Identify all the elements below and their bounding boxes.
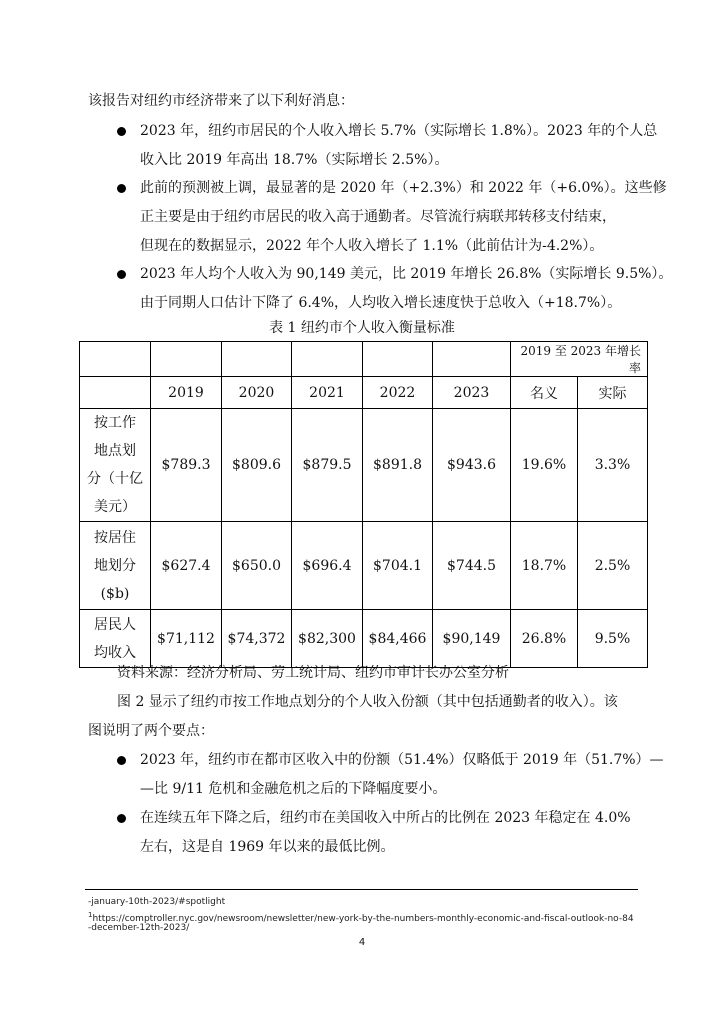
table-cell-empty xyxy=(292,342,363,377)
table-cell: $744.5 xyxy=(433,522,511,610)
table-header-row xyxy=(80,342,648,377)
bullet-item xyxy=(140,804,631,862)
table-cell-empty xyxy=(433,342,511,377)
income-table xyxy=(79,341,648,668)
row-label-line: 均收入 xyxy=(94,644,136,661)
table-cell: $943.6 xyxy=(433,409,511,522)
row-label-line: 地点划 xyxy=(94,443,136,459)
row-label-line: 美元） xyxy=(94,499,136,515)
table-cell: 26.8% xyxy=(511,610,578,668)
table-cell-empty xyxy=(151,342,222,377)
bullet-marker xyxy=(117,184,126,193)
table-cell: $704.1 xyxy=(363,522,433,610)
bullet-line: 在连续五年下降之后，纽约市在美国收入中所占的比例在 2023 年稳定在 4.0% xyxy=(140,810,631,826)
table-cell: $74,372 xyxy=(222,610,292,668)
table-cell: $90,149 xyxy=(433,610,511,668)
row-label xyxy=(80,610,151,668)
table-cell-empty xyxy=(363,342,433,377)
table-row xyxy=(80,522,648,610)
bullet-line: 正主要是由于纽约市居民的收入高于通勤者。尽管流行病联邦转移支付结束， xyxy=(140,209,616,225)
growth-col-header: 实际 xyxy=(578,377,648,409)
bullet-line: 此前的预测被上调，最显著的是 2020 年（+2.3%）和 2022 年（+6.0%）。这些修 xyxy=(140,180,667,196)
table-row xyxy=(80,610,648,668)
page-number: 4 xyxy=(358,937,366,948)
figure-paragraph-line: 图说明了两个要点： xyxy=(88,723,214,739)
table-cell: 3.3% xyxy=(578,409,648,522)
bullet-item xyxy=(140,174,667,261)
bullet-marker xyxy=(117,127,126,136)
year-header: 2020 xyxy=(222,377,292,409)
year-header: 2021 xyxy=(292,377,363,409)
bullet-marker xyxy=(117,270,126,279)
table-cell: $627.4 xyxy=(151,522,222,610)
year-header: 2019 xyxy=(151,377,222,409)
table-cell: $809.6 xyxy=(222,409,292,522)
table-cell: $650.0 xyxy=(222,522,292,610)
intro-paragraph: 该报告对纽约市经济带来了以下利好消息： xyxy=(88,93,354,109)
bullet-marker xyxy=(117,814,126,823)
footnote-marker: 1 xyxy=(88,911,93,919)
bullet-item xyxy=(140,117,657,175)
table-cell: 2.5% xyxy=(578,522,648,610)
table-cell: 9.5% xyxy=(578,610,648,668)
bullet-line: 2023 年，纽约市在都市区收入中的份额（51.4%）仅略低于 2019 年（51.7%）— xyxy=(140,752,664,768)
bullet-item xyxy=(140,260,672,318)
footnote-url-text: https://comptroller.nyc.gov/newsroom/newsletter/new-york-by-the-numbers-monthly-economic-and-fiscal-outlook-no-84 xyxy=(92,914,634,924)
footnote-divider xyxy=(85,889,638,890)
bullet-line: —比 9/11 危机和金融危机之后的下降幅度要小。 xyxy=(140,781,447,797)
row-label-line: ($b) xyxy=(100,585,130,602)
table-cell: $84,466 xyxy=(363,610,433,668)
table-cell: $82,300 xyxy=(292,610,363,668)
row-label-line: 分（十亿 xyxy=(87,471,143,487)
bullet-line: 2023 年人均个人收入为 90,149 美元，比 2019 年增长 26.8%（实际增长 9.5%）。 xyxy=(140,266,673,282)
row-label-line: 居民人 xyxy=(94,616,136,633)
table-cell-empty xyxy=(80,342,151,377)
table-cell: $789.3 xyxy=(151,409,222,522)
table-cell: 18.7% xyxy=(511,522,578,610)
table-cell: $71,112 xyxy=(151,610,222,668)
bullet-marker xyxy=(117,756,126,765)
table-caption: 表 1 纽约市个人收入衡量标准 xyxy=(269,320,455,336)
year-header: 2022 xyxy=(363,377,433,409)
table-cell: $879.5 xyxy=(292,409,363,522)
row-label xyxy=(80,409,151,522)
table-row xyxy=(80,409,648,522)
table-cell: $696.4 xyxy=(292,522,363,610)
row-label-line: 按居住 xyxy=(94,529,136,546)
row-label-line: 按工作 xyxy=(94,415,136,431)
bullet-item xyxy=(140,746,664,804)
bullet-line: 左右，这是自 1969 年以来的最低比例。 xyxy=(140,839,395,855)
table-header-row xyxy=(80,377,648,409)
row-label xyxy=(80,522,151,610)
table-cell-empty xyxy=(80,377,151,409)
year-header: 2023 xyxy=(433,377,511,409)
footnote-url[interactable]: -december-12th-2023/ xyxy=(88,923,190,933)
footnote-url[interactable]: -january-10th-2023/#spotlight xyxy=(88,897,226,907)
growth-rate-header: 2019 至 2023 年增长率 xyxy=(511,342,648,377)
table-cell: $891.8 xyxy=(363,409,433,522)
table-source: 资料来源：经济分析局、劳工统计局、纽约市审计长办公室分析 xyxy=(117,665,509,681)
bullet-line: 收入比 2019 年高出 18.7%（实际增长 2.5%）。 xyxy=(140,152,449,168)
row-label-line: 地划分 xyxy=(94,557,136,574)
table-cell-empty xyxy=(222,342,292,377)
figure-paragraph-line: 图 2 显示了纽约市按工作地点划分的个人收入份额（其中包括通勤者的收入）。该 xyxy=(117,694,618,710)
bullet-line: 2023 年，纽约市居民的个人收入增长 5.7%（实际增长 1.8%）。2023 年的个人总 xyxy=(140,123,658,139)
growth-col-header: 名义 xyxy=(511,377,578,409)
table-cell: 19.6% xyxy=(511,409,578,522)
bullet-line: 但现在的数据显示，2022 年个人收入增长了 1.1%（此前估计为-4.2%）。 xyxy=(140,238,604,254)
bullet-line: 由于同期人口估计下降了 6.4%，人均收入增长速度快于总收入（+18.7%）。 xyxy=(140,295,622,311)
